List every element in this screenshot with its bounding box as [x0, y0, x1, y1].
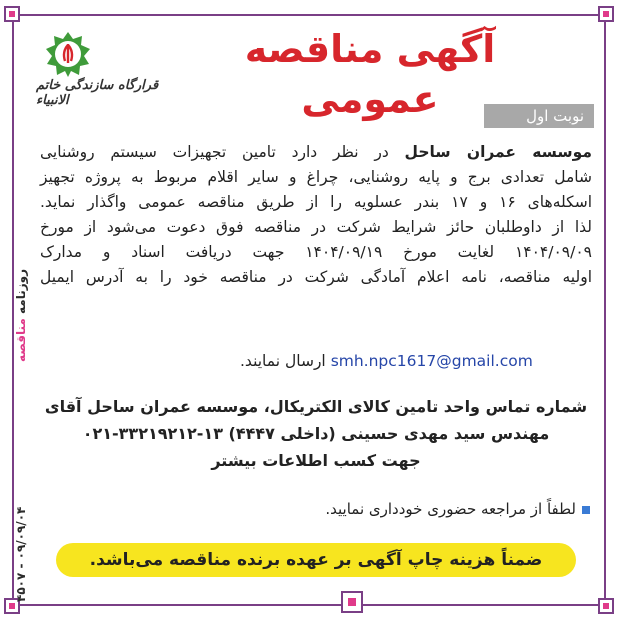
body-line: لذا از داوطلبان حائز شرایط شرکت در مناقصه فوق دعوت می‌شود از مورخ	[40, 218, 592, 236]
side-newspaper: روزنامه	[14, 269, 28, 315]
emblem-icon	[44, 30, 92, 78]
body-line: شامل تعدادی برج و پایه روشنایی، چراغ و سایر اقلام مربوط به پروژه تجهیز	[40, 168, 592, 186]
contact-line: جهت کسب اطلاعات بیشتر	[211, 451, 421, 470]
side-issue: ۴۵۰۷ - ۰۹/۰۹/۰۴	[14, 506, 28, 602]
side-caption	[6, 269, 36, 602]
body-line: اولیه مناقصه، نامه اعلام آمادگی شرکت در مناقصه خود را به آدرس ایمیل	[40, 268, 592, 286]
frame-corner	[598, 6, 614, 22]
body-line: موسسه عمران ساحل در نظر دارد تامین تجهیزات سیستم روشنایی	[40, 143, 592, 161]
body-line: اسکله‌های ۱۶ و ۱۷ بندر عسلویه را از طریق مناقصه عمومی واگذار نماید.	[40, 193, 592, 211]
email-suffix: ارسال نمایند.	[240, 352, 326, 370]
body-line: ۱۴۰۴/۰۹/۰۹ لغایت مورخ ۱۴۰۴/۰۹/۱۹ جهت دریافت اسناد و مدارک	[40, 243, 592, 261]
footer-notice: ضمناً هزینه چاپ آگهی بر عهده برنده مناقصه می‌باشد.	[56, 543, 576, 577]
contact-line: مهندس سید مهدی حسینی (داخلی ۴۴۴۷) ۱۳-۳۳۲۱۹۲۱۲-۰۲۱	[82, 424, 550, 443]
visit-note: لطفاً از مراجعه حضوری خودداری نمایید.	[290, 500, 590, 518]
email-line	[240, 352, 533, 370]
page-title: آگهی مناقصه عمومی	[244, 27, 496, 121]
contact-line: شماره تماس واحد تامین کالای الکتریکال، موسسه عمران ساحل آقای	[44, 397, 588, 416]
email-link[interactable]: smh.npc1617@gmail.com	[330, 352, 533, 370]
announcement-body	[40, 140, 592, 290]
side-newspaper-name: مناقصه	[14, 318, 28, 362]
bullet-icon	[582, 506, 590, 514]
frame-corner	[4, 6, 20, 22]
contact-info	[40, 393, 592, 474]
logo-label: قرارگاه سازندگی خاتم الانبیاء	[36, 78, 159, 108]
frame-corner	[341, 591, 363, 613]
frame-corner	[598, 598, 614, 614]
round-badge: نوبت اول	[484, 104, 594, 128]
